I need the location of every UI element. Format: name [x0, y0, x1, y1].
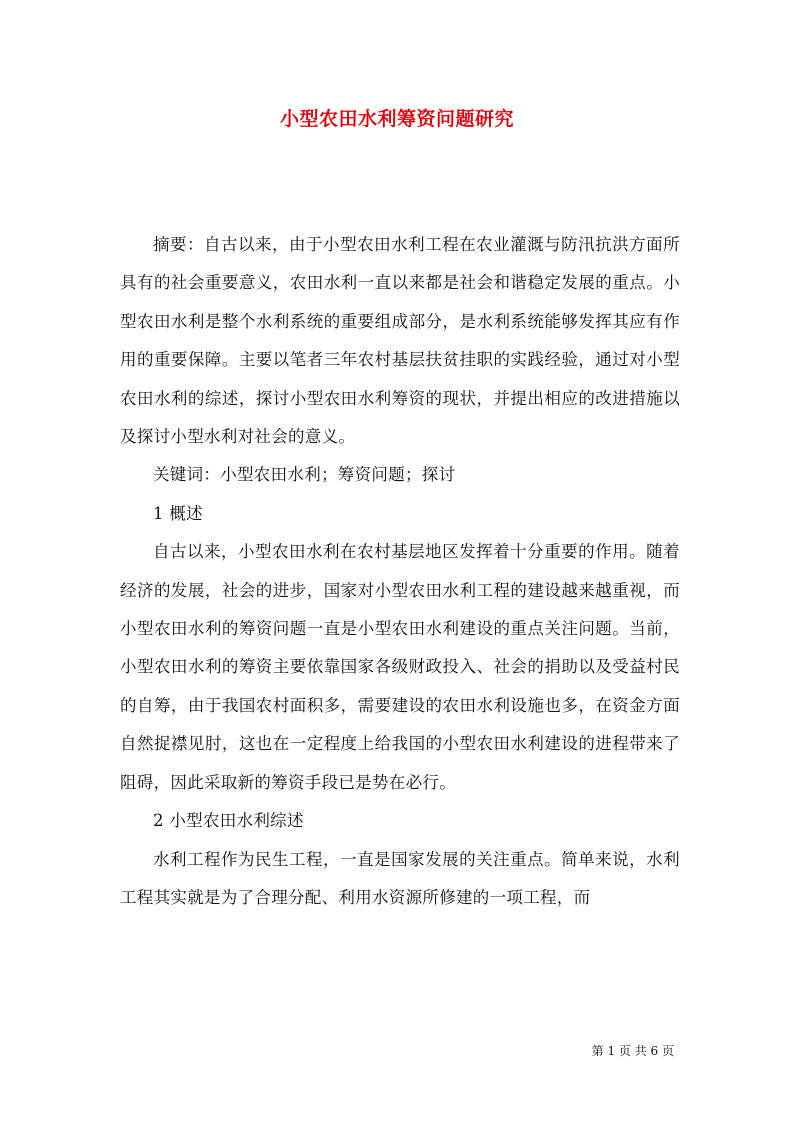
abstract-paragraph: 摘要：自古以来，由于小型农田水利工程在农业灌溉与防汛抗洪方面所具有的社会重要意义，农田水利一直以来都是社会和谐稳定发展的重点。小型农田水利是整个水利系统的重要组成部分，是水利系统能够发挥其应有作用的重要保障。主要以笔者三年农村基层扶贫挂职的实践经验，通过对小型农田水利的综述，探讨小型农田水利筹资的现状，并提出相应的改进措施以及探讨小型水利对社会的意义。	[120, 235, 680, 447]
page-title: 小型农田水利筹资问题研究	[279, 108, 514, 130]
overview-paragraph: 自古以来，小型农田水利在农村基层地区发挥着十分重要的作用。随着经济的发展，社会的进步，国家对小型农田水利工程的建设越来越重视，而小型农田水利的筹资问题一直是小型农田水利建设的重点关注问题。当前，小型农田水利的筹资主要依靠国家各级财政投入、社会的捐助以及受益村民的自筹，由于我国农村面积多，需要建设的农田水利设施也多，在资金方面自然捉襟见肘，这也在一定程度上给我国的小型农田水利建设的进程带来了阻碍，因此采取新的筹资手段已是势在必行。	[120, 542, 680, 792]
summary-paragraph: 水利工程作为民生工程，一直是国家发展的关注重点。简单来说，水利工程其实就是为了合理分配、利用水资源所修建的一项工程，而	[120, 849, 680, 907]
section-heading-summary: 2 小型农田水利综述	[153, 811, 304, 831]
section-heading-overview: 1 概述	[153, 503, 203, 523]
document-body	[120, 226, 680, 917]
page-number-footer: 第 1 页 共 6 页	[591, 1044, 674, 1058]
keywords-paragraph: 关键词：小型农田水利；筹资问题；探讨	[153, 465, 456, 485]
